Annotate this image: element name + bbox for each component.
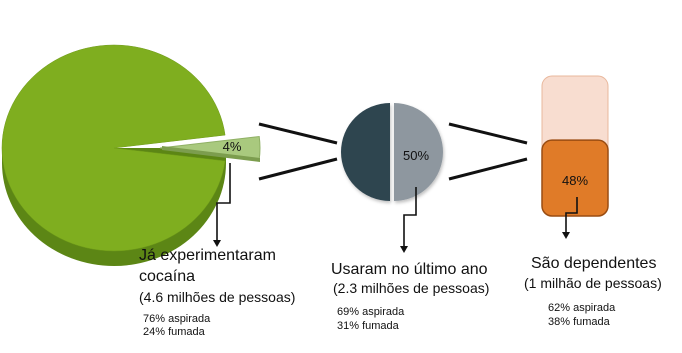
connector-1-2-lower — [259, 159, 337, 179]
stage-3-breakdown-fumada: 38% fumada — [548, 316, 610, 328]
connector-2-3-lower — [449, 159, 527, 179]
stage-3-title: São dependentes — [531, 255, 657, 272]
stage-3-subtitle: (1 milhão de pessoas) — [524, 275, 662, 291]
stage-1-pie — [2, 45, 260, 266]
stage-1-subtitle: (4.6 milhões de pessoas) — [139, 289, 296, 305]
stage-2-title: Usaram no último ano — [331, 261, 488, 278]
stage-3-percent-label: 48% — [561, 173, 589, 188]
connector-2-3 — [449, 124, 527, 179]
stage-3-arrowhead — [562, 232, 570, 239]
stage-1-title-line-1: Já experimentaram — [139, 247, 276, 264]
stage-1-breakdown-fumada: 24% fumada — [143, 326, 205, 338]
connector-1-2-upper — [259, 124, 337, 143]
stage-1-breakdown-aspirada: 76% aspirada — [143, 313, 211, 325]
stage-2-breakdown-fumada: 31% fumada — [337, 320, 399, 332]
connector-2-3-upper — [449, 124, 527, 143]
stage-1-percent-label: 4% — [222, 139, 242, 154]
stage-2-arrowhead — [400, 246, 408, 253]
stage-2-percent-label: 50% — [402, 148, 430, 163]
stage-3-breakdown-aspirada: 62% aspirada — [548, 302, 616, 314]
stage-2-subtitle: (2.3 milhões de pessoas) — [333, 280, 490, 296]
stage-2-breakdown-aspirada: 69% aspirada — [337, 306, 405, 318]
stage-2-main-half — [341, 103, 390, 201]
stage-3-cylinder — [542, 76, 608, 216]
connector-1-2 — [259, 124, 337, 179]
stage-1-title-line-2: cocaína — [139, 268, 196, 285]
